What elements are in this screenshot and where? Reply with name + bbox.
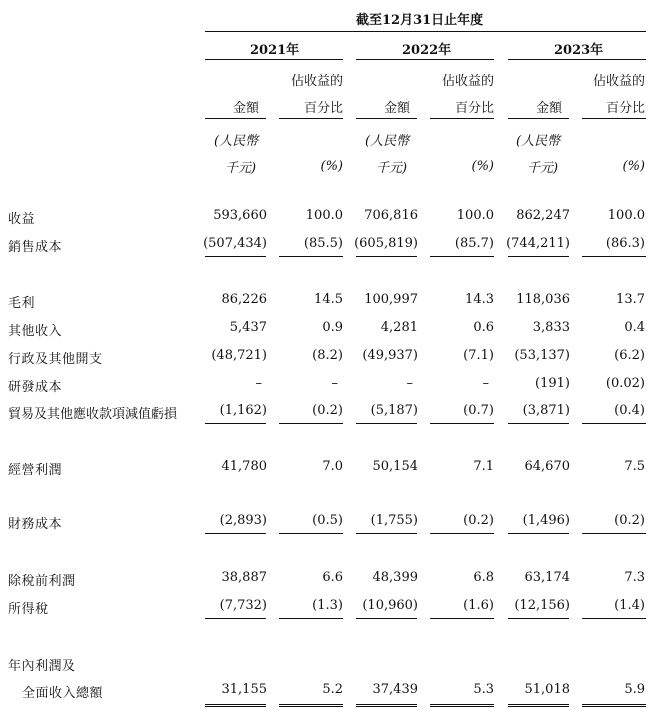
- subtotal-rule: [356, 256, 417, 257]
- value-cell: 38,887: [221, 570, 267, 585]
- row-label: 財務成本: [8, 517, 63, 532]
- value-cell: 7.0: [322, 459, 343, 474]
- subtotal-rule: [205, 533, 266, 534]
- subheader-rule: [356, 118, 417, 119]
- value-cell: 14.5: [314, 292, 343, 307]
- subtotal-rule: [205, 256, 266, 257]
- value-cell: 593,660: [213, 208, 267, 223]
- subtotal-rule: [508, 423, 569, 424]
- value-cell: 100.0: [607, 208, 645, 223]
- value-cell: (507,434): [203, 236, 267, 251]
- value-cell: 5.3: [473, 682, 494, 697]
- row-label: 除稅前利潤: [8, 574, 76, 589]
- value-cell: 0.4: [624, 320, 645, 335]
- value-cell: (0.7): [463, 403, 494, 418]
- amount-header: 金額: [232, 101, 259, 116]
- row-label: 全面收入總額: [22, 686, 104, 701]
- value-cell: (53,137): [514, 348, 570, 363]
- value-cell: 7.3: [624, 570, 645, 585]
- value-cell: (6.2): [614, 348, 645, 363]
- value-cell: 7.5: [624, 459, 645, 474]
- value-cell: (1.6): [463, 598, 494, 613]
- row-label: 銷售成本: [8, 240, 63, 255]
- subtotal-rule: [582, 618, 646, 619]
- pct-header-line1: 佔收益的: [290, 74, 343, 89]
- unit-label-line2: 千元): [527, 161, 559, 176]
- value-cell: (1.4): [614, 598, 645, 613]
- period-header: 截至12月31日止年度: [356, 13, 484, 28]
- row-label: 收益: [8, 212, 36, 227]
- unit-label-line2: 千元): [376, 161, 408, 176]
- value-cell: 3,833: [532, 320, 570, 335]
- value-cell: –: [331, 376, 338, 391]
- pct-header-line2: 百分比: [605, 101, 645, 116]
- pct-header-line1: 佔收益的: [592, 74, 645, 89]
- value-cell: 6.8: [473, 570, 494, 585]
- value-cell: (86.3): [605, 236, 645, 251]
- pct-header-line2: 百分比: [454, 101, 494, 116]
- unit-label-line1: (人民幣: [214, 134, 259, 149]
- value-cell: (191): [535, 376, 570, 391]
- value-cell: 4,281: [380, 320, 418, 335]
- year-rule-2022: [356, 59, 494, 60]
- subtotal-rule: [430, 423, 494, 424]
- pct-unit-label: (%): [471, 159, 494, 174]
- value-cell: (744,211): [506, 236, 570, 251]
- year-rule-2021: [205, 59, 343, 60]
- value-cell: (1,496): [522, 513, 570, 528]
- value-cell: (0.02): [605, 376, 645, 391]
- value-cell: 41,780: [221, 459, 267, 474]
- total-double-rule: [582, 704, 646, 707]
- value-cell: 63,174: [524, 570, 570, 585]
- value-cell: (605,819): [354, 236, 418, 251]
- value-cell: 0.9: [322, 320, 343, 335]
- total-double-rule: [279, 704, 343, 707]
- value-cell: 64,670: [524, 459, 570, 474]
- value-cell: 31,155: [221, 682, 267, 697]
- value-cell: (1,755): [370, 513, 418, 528]
- unit-label-line1: (人民幣: [365, 134, 410, 149]
- subtotal-rule: [430, 618, 494, 619]
- value-cell: 86,226: [221, 292, 267, 307]
- subtotal-rule: [279, 618, 343, 619]
- total-double-rule: [508, 704, 569, 707]
- value-cell: (48,721): [211, 348, 267, 363]
- pct-header-line1: 佔收益的: [441, 74, 494, 89]
- unit-label-line2: 千元): [225, 161, 257, 176]
- amount-header: 金額: [535, 101, 562, 116]
- subtotal-rule: [279, 423, 343, 424]
- value-cell: (0.2): [614, 513, 645, 528]
- value-cell: 118,036: [516, 292, 570, 307]
- row-label: 經營利潤: [8, 463, 63, 478]
- value-cell: (8.2): [312, 348, 343, 363]
- value-cell: (5,187): [370, 403, 418, 418]
- subtotal-rule: [279, 533, 343, 534]
- value-cell: 51,018: [524, 682, 570, 697]
- row-label: 研發成本: [8, 380, 63, 395]
- row-label: 年內利潤及: [8, 659, 76, 674]
- value-cell: –: [255, 376, 262, 391]
- value-cell: (85.5): [303, 236, 343, 251]
- value-cell: (1,162): [219, 403, 267, 418]
- subtotal-rule: [430, 533, 494, 534]
- value-cell: –: [482, 376, 489, 391]
- subtotal-rule: [430, 256, 494, 257]
- value-cell: 7.1: [473, 459, 494, 474]
- year-rule-2023: [508, 59, 646, 60]
- value-cell: 14.3: [465, 292, 494, 307]
- total-double-rule: [430, 704, 494, 707]
- value-cell: (7.1): [463, 348, 494, 363]
- value-cell: 13.7: [616, 292, 645, 307]
- subtotal-rule: [508, 618, 569, 619]
- value-cell: 0.6: [473, 320, 494, 335]
- value-cell: (85.7): [454, 236, 494, 251]
- period-header-rule: [205, 31, 646, 32]
- value-cell: (0.2): [463, 513, 494, 528]
- row-label: 行政及其他開支: [8, 352, 103, 367]
- value-cell: (49,937): [362, 348, 418, 363]
- total-double-rule: [205, 704, 266, 707]
- value-cell: (10,960): [362, 598, 418, 613]
- value-cell: (0.4): [614, 403, 645, 418]
- pct-unit-label: (%): [622, 159, 645, 174]
- value-cell: 100,997: [364, 292, 418, 307]
- row-label: 其他收入: [8, 324, 63, 339]
- value-cell: 862,247: [516, 208, 570, 223]
- value-cell: (1.3): [312, 598, 343, 613]
- subheader-rule: [279, 118, 343, 119]
- subtotal-rule: [205, 423, 266, 424]
- total-double-rule: [356, 704, 417, 707]
- subtotal-rule: [582, 423, 646, 424]
- subtotal-rule: [582, 533, 646, 534]
- pct-header-line2: 百分比: [303, 101, 343, 116]
- value-cell: 5.9: [624, 682, 645, 697]
- value-cell: 100.0: [305, 208, 343, 223]
- subtotal-rule: [356, 423, 417, 424]
- subtotal-rule: [356, 618, 417, 619]
- value-cell: 50,154: [372, 459, 418, 474]
- subheader-rule: [430, 118, 494, 119]
- value-cell: 37,439: [372, 682, 418, 697]
- value-cell: 100.0: [456, 208, 494, 223]
- unit-label-line1: (人民幣: [516, 134, 561, 149]
- value-cell: 706,816: [364, 208, 418, 223]
- year-header-2022: 2022年: [402, 43, 452, 58]
- subtotal-rule: [508, 256, 569, 257]
- subheader-rule: [205, 118, 266, 119]
- value-cell: (3,871): [522, 403, 570, 418]
- subtotal-rule: [508, 533, 569, 534]
- subtotal-rule: [279, 256, 343, 257]
- pct-unit-label: (%): [320, 159, 343, 174]
- value-cell: (7,732): [219, 598, 267, 613]
- subheader-rule: [582, 118, 646, 119]
- row-label: 所得稅: [8, 602, 49, 617]
- value-cell: (0.2): [312, 403, 343, 418]
- amount-header: 金額: [383, 101, 410, 116]
- value-cell: 5,437: [229, 320, 267, 335]
- value-cell: (12,156): [514, 598, 570, 613]
- value-cell: 5.2: [322, 682, 343, 697]
- value-cell: (2,893): [219, 513, 267, 528]
- value-cell: 48,399: [372, 570, 418, 585]
- value-cell: –: [406, 376, 413, 391]
- year-header-2021: 2021年: [250, 43, 300, 58]
- year-header-2023: 2023年: [554, 43, 604, 58]
- row-label: 貿易及其他應收款項減值虧損: [8, 407, 178, 422]
- value-cell: 6.6: [322, 570, 343, 585]
- subtotal-rule: [205, 618, 266, 619]
- row-label: 毛利: [8, 296, 36, 311]
- subtotal-rule: [582, 256, 646, 257]
- subheader-rule: [508, 118, 569, 119]
- subtotal-rule: [356, 533, 417, 534]
- value-cell: (0.5): [312, 513, 343, 528]
